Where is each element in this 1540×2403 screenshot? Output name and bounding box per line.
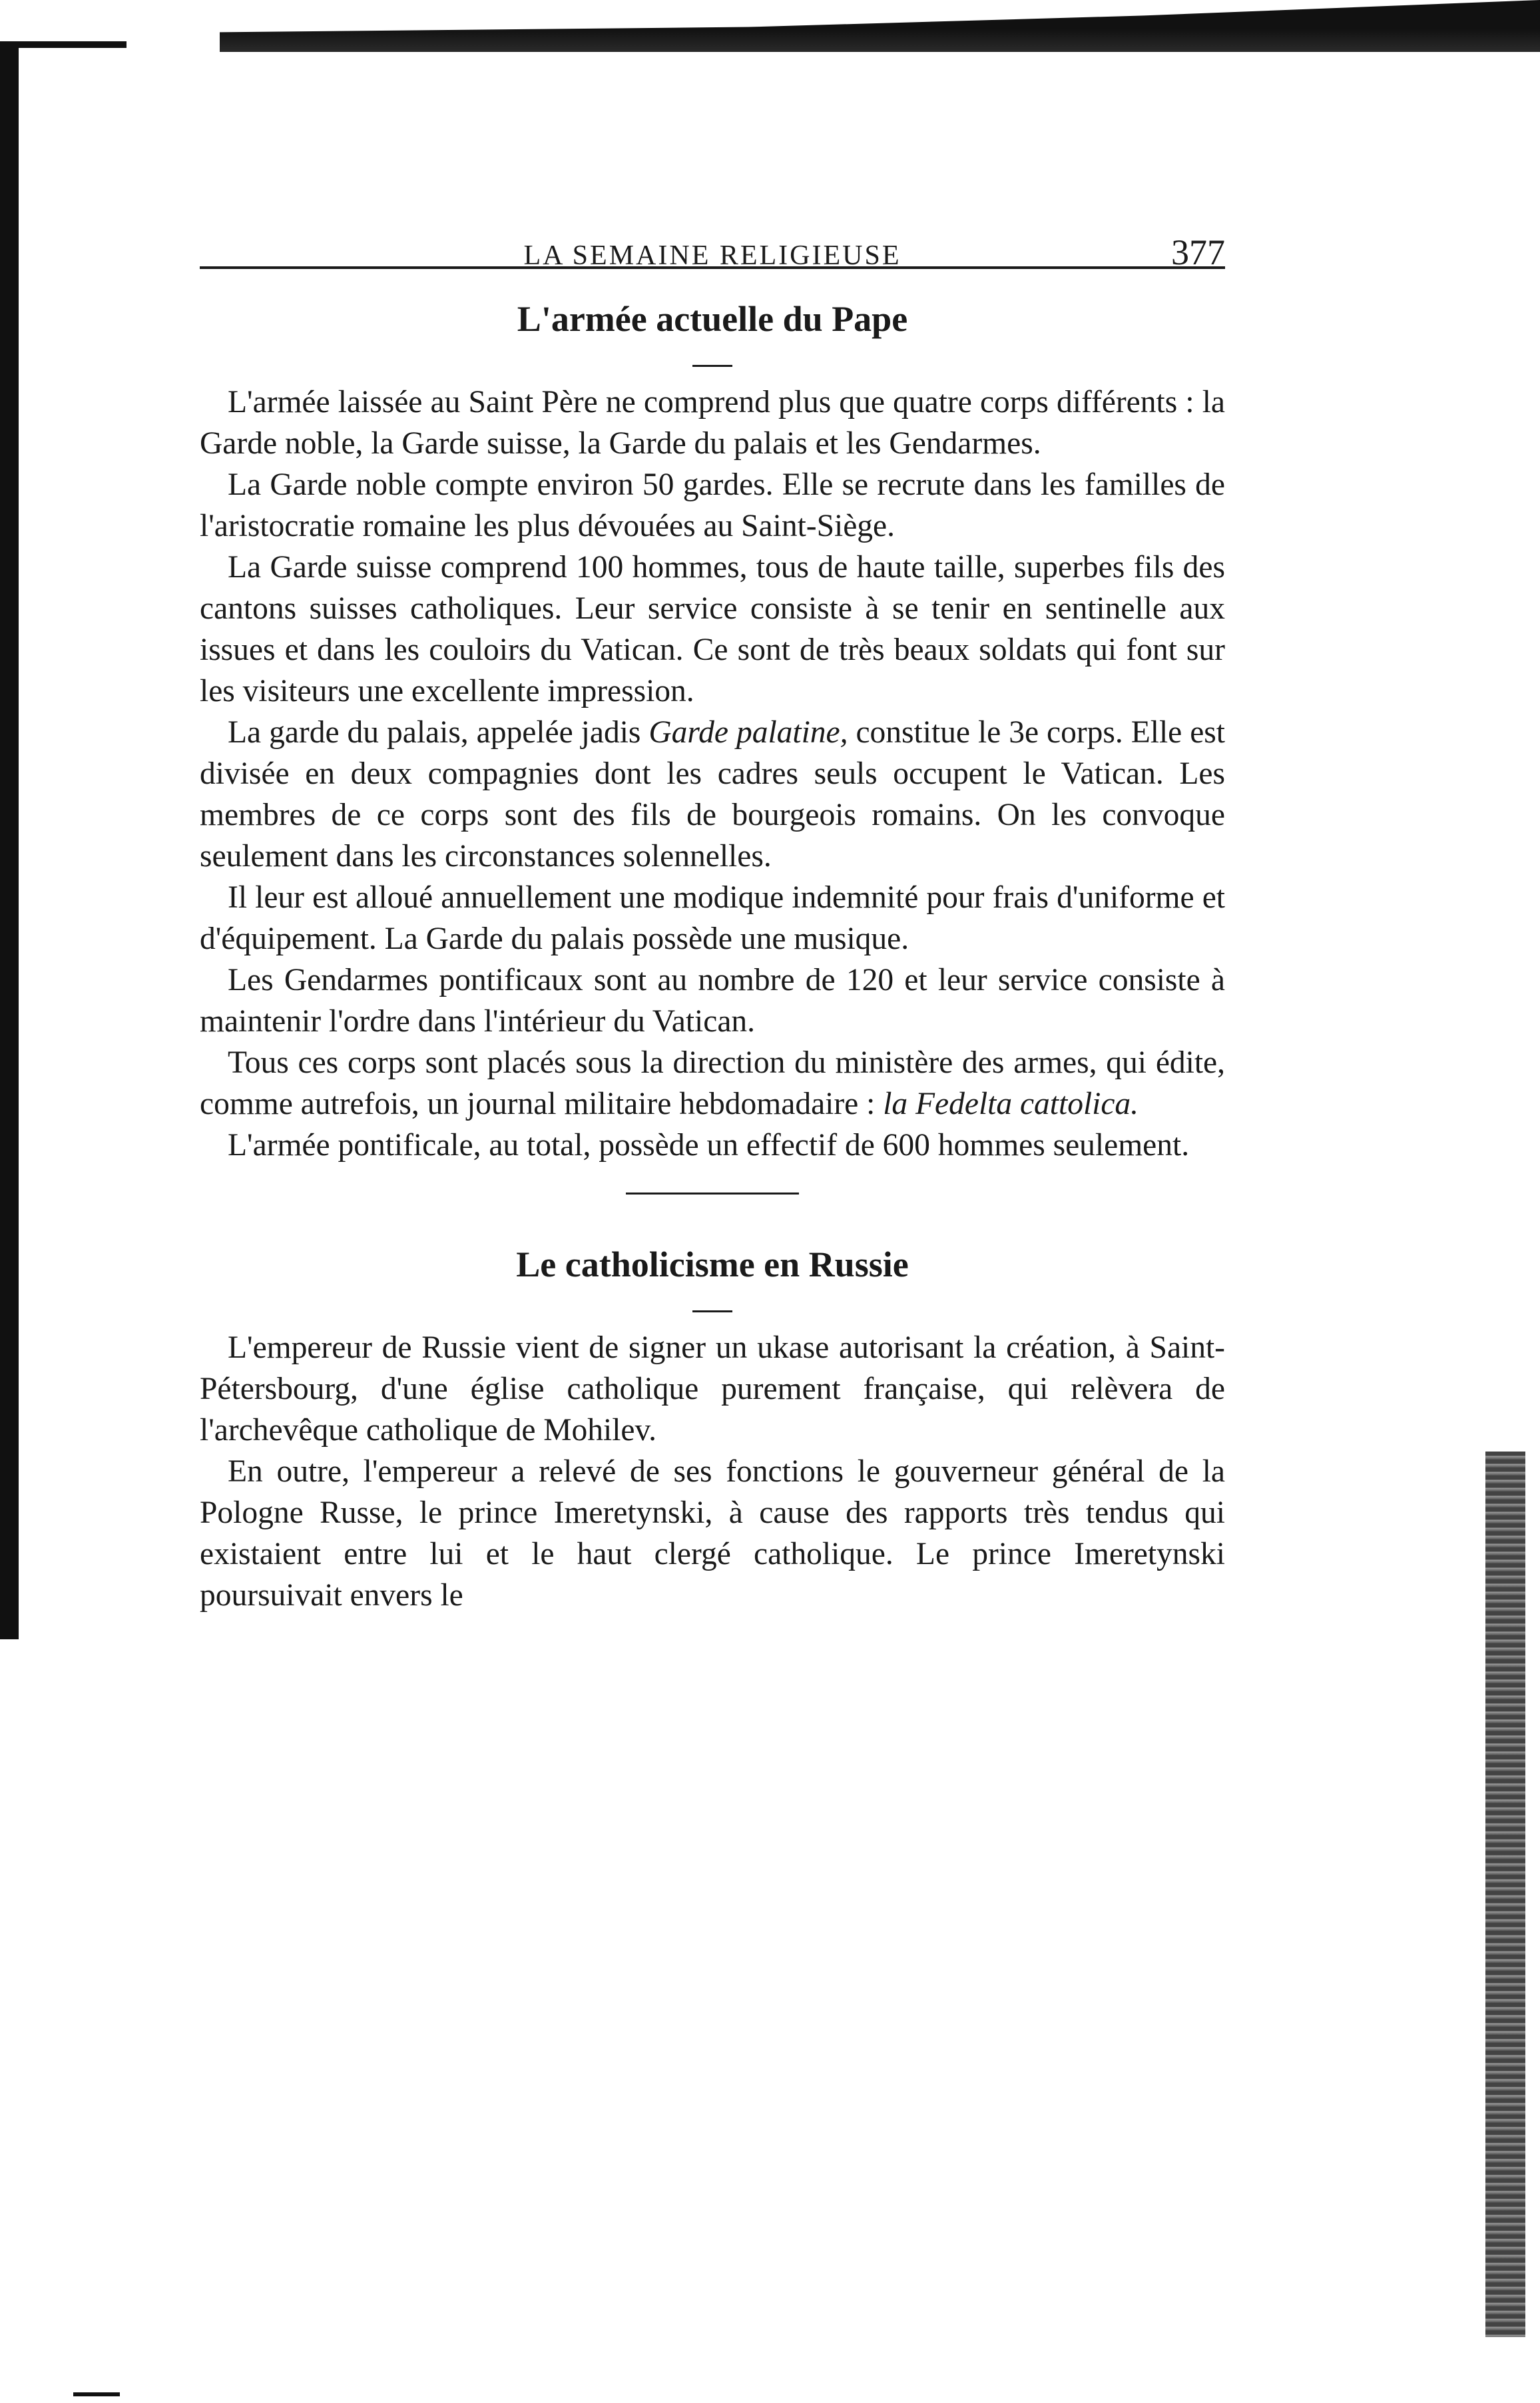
scan-bottom-mark [73,2392,120,2396]
scan-right-edge [1485,1452,1525,2337]
paragraph [200,1042,1225,1125]
article-pope-army [200,296,1225,1166]
paragraph-text: Tous ces corps sont placés sous la direction du ministère des armes, qui édite, comme autrefois, un journal militaire hebdomadaire : [200,1045,1225,1121]
italic-term: Garde palatine, [648,715,848,750]
running-title: LA SEMAINE RELIGIEUSE [523,240,901,271]
paragraph: La Garde noble compte environ 50 gardes. Elle se recrute dans les familles de l'aristocratie romaine les plus dévouées au Saint-Siège. [200,467,1225,543]
scan-top-bar [220,0,1540,52]
paragraph: Il leur est alloué annuellement une modique indemnité pour frais d'uniforme et d'équipement. La Garde du palais possède une musique. [200,880,1225,956]
scan-left-edge [0,41,19,1639]
scan-left-tick [0,41,127,48]
title-rule [692,1310,732,1312]
page [200,213,1225,1616]
section-divider [626,1193,799,1195]
title-rule [692,365,732,367]
paragraph: En outre, l'empereur a relevé de ses fonctions le gouverneur général de la Pologne Russe, le prince Imeretynski, à cause des rapports très tendus qui existaient entre lui et le haut clergé catholique. Le prince Imeretynski poursuivait envers le [200,1454,1225,1613]
paragraph: L'armée laissée au Saint Père ne comprend plus que quatre corps différents : la Garde noble, la Garde suisse, la Garde du palais et les Gendarmes. [200,385,1225,461]
article-catholicism-russia [200,1241,1225,1616]
page-number: 377 [1171,232,1225,272]
italic-term: la Fedelta cattolica. [883,1087,1139,1121]
article-title: Le catholicisme en Russie [516,1244,909,1284]
paragraph: Les Gendarmes pontificaux sont au nombre de 120 et leur service consiste à maintenir l'ordre dans l'intérieur du Vatican. [200,963,1225,1039]
paragraph: L'armée pontificale, au total, possède un effectif de 600 hommes seulement. [228,1128,1190,1163]
article-title: L'armée actuelle du Pape [517,299,908,339]
paragraph: La Garde suisse comprend 100 hommes, tous de haute taille, superbes fils des cantons suisses catholiques. Leur service consiste à se tenir en sentinelle aux issues et dans les couloirs du Vatican. Ce sont de très beaux soldats qui font sur les visiteurs une excellente impression. [200,550,1225,708]
paragraph [200,712,1225,877]
running-header [200,213,1225,272]
paragraph: L'empereur de Russie vient de signer un ukase autorisant la création, à Saint-Pétersbourg, d'une église catholique purement française, qui relèvera de l'archevêque catholique de Mohilev. [200,1330,1225,1448]
paragraph-text: constitue le 3e corps. Elle est divisée en deux compagnies dont les cadres seuls occupent le Vatican. Les membres de ce corps sont des fils de bourgeois romains. On les convoque seulement dans les circonstances solennelles. [200,715,1225,874]
paragraph-text: La garde du palais, appelée jadis [228,715,649,750]
